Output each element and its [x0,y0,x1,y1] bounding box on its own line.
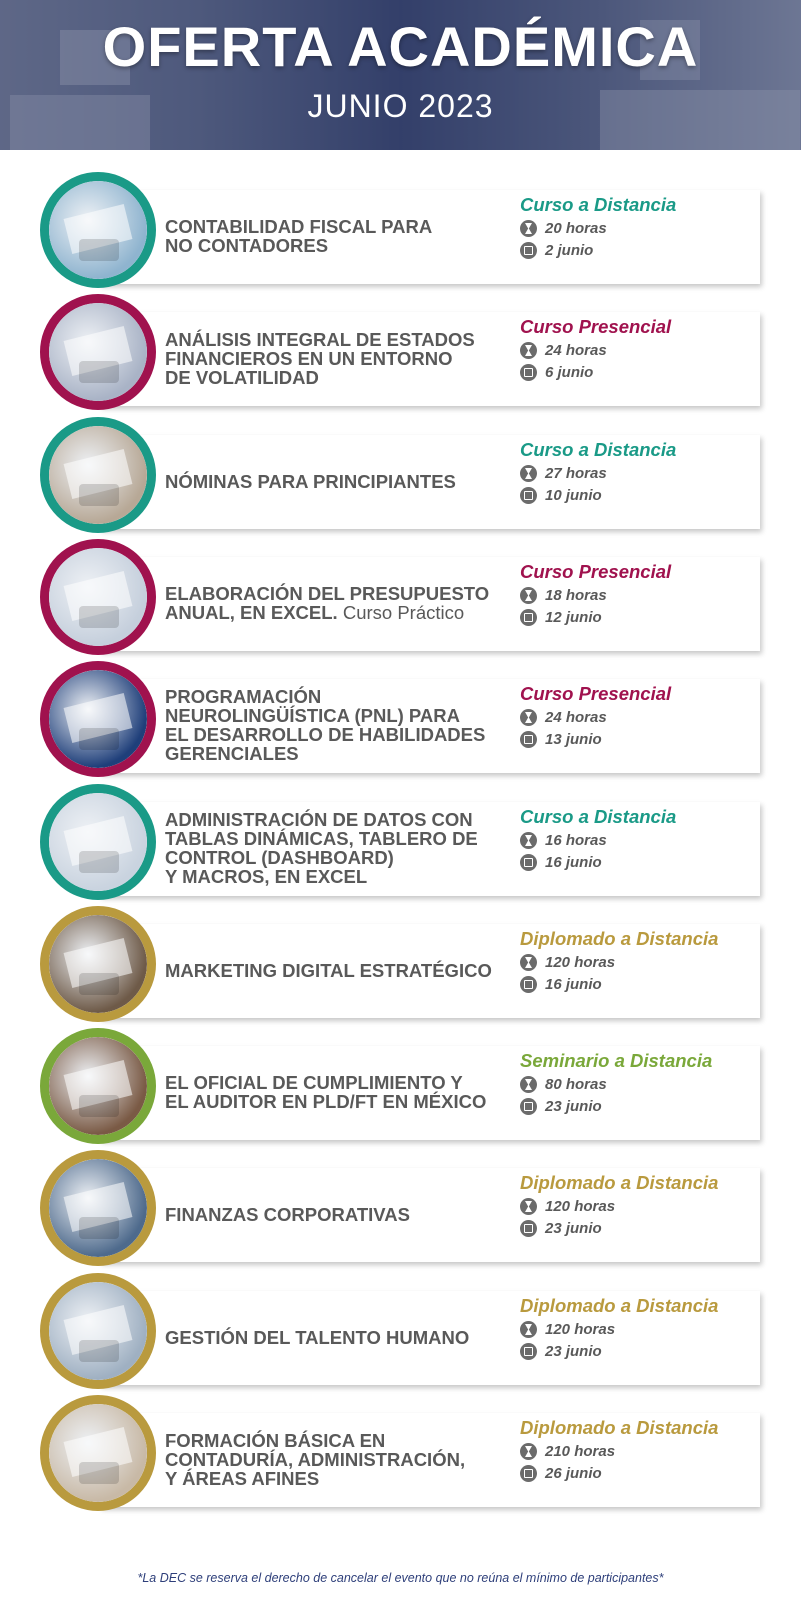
calendar-icon [520,1220,537,1237]
course-row[interactable] [40,1395,762,1511]
course-title [165,687,505,763]
course-hours [520,1076,760,1093]
course-date-text: 10 junio [545,487,602,504]
course-hours-text: 120 horas [545,954,616,971]
course-hours-text: 24 horas [545,342,607,359]
course-modality: Curso Presencial [520,683,672,704]
course-date [520,364,760,381]
course-modality: Diplomado a Distancia [520,928,719,949]
course-hours [520,465,760,482]
hourglass-icon [520,1443,537,1460]
marketing-image [49,915,147,1013]
course-image-frame [40,1028,156,1144]
course-title-text: ADMINISTRACIÓN DE DATOS CON TABLAS DINÁMICAS, TABLERO DE CONTROL (DASHBOARD) Y MACROS, EN EXCEL [165,809,478,887]
brain-hand-image [49,670,147,768]
course-image-frame [40,539,156,655]
course-date [520,854,760,871]
course-hours [520,954,760,971]
course-hours [520,832,760,849]
image-detail [79,851,119,873]
course-modality: Curso Presencial [520,561,672,582]
course-hours [520,220,760,237]
hourglass-icon [520,954,537,971]
page-title: OFERTA ACADÉMICA [102,15,699,78]
course-title-text: MARKETING DIGITAL ESTRATÉGICO [165,960,492,981]
image-detail [79,728,119,750]
financial-charts-image [49,303,147,401]
course-title [165,1431,505,1488]
course-hours-text: 24 horas [545,709,607,726]
course-title [165,810,505,886]
course-hours [520,1443,760,1460]
course-row[interactable] [40,294,762,410]
course-modality: Curso Presencial [520,316,672,337]
course-date [520,487,760,504]
image-detail [79,1462,119,1484]
calendar-icon [520,609,537,626]
hourglass-icon [520,587,537,604]
course-title-text: ANÁLISIS INTEGRAL DE ESTADOS FINANCIEROS EN UN ENTORNO DE VOLATILIDAD [165,329,475,388]
course-date [520,731,760,748]
image-detail [79,1217,119,1239]
course-modality: Seminario a Distancia [520,1050,713,1071]
course-date [520,1098,760,1115]
hourglass-icon [520,220,537,237]
course-hours [520,1321,760,1338]
course-date [520,609,760,626]
course-modality: Diplomado a Distancia [520,1417,719,1438]
course-row[interactable] [40,1150,762,1266]
course-image-frame [40,1273,156,1389]
course-date-text: 6 junio [545,364,594,381]
course-title-text: FINANZAS CORPORATIVAS [165,1204,410,1225]
calendar-icon [520,854,537,871]
course-row[interactable] [40,784,762,900]
calendar-icon [520,242,537,259]
course-image-frame [40,294,156,410]
course-row[interactable] [40,661,762,777]
course-row[interactable] [40,172,762,288]
course-row[interactable] [40,417,762,533]
course-image-frame [40,1395,156,1511]
hourglass-icon [520,342,537,359]
course-row[interactable] [40,539,762,655]
course-title-text: PROGRAMACIÓN NEUROLINGÜÍSTICA (PNL) PARA EL DESARROLLO DE HABILIDADES GERENCIALES [165,686,486,764]
course-title [165,330,505,387]
course-title-text: EL OFICIAL DE CUMPLIMIENTO Y EL AUDITOR EN PLD/FT EN MÉXICO [165,1072,487,1112]
course-hours [520,709,760,726]
dashboard-image [49,793,147,891]
image-detail [79,239,119,261]
calendar-icon [520,731,537,748]
course-title-text: NÓMINAS PARA PRINCIPIANTES [165,471,456,492]
course-title-text: CONTABILIDAD FISCAL PARA NO CONTADORES [165,216,433,256]
course-date-text: 16 junio [545,976,602,993]
course-image-frame [40,417,156,533]
magnifier-image [49,1037,147,1135]
page-subtitle: JUNIO 2023 [307,88,494,124]
course-date [520,1343,760,1360]
calendar-icon [520,1465,537,1482]
image-detail [79,361,119,383]
course-title-text: FORMACIÓN BÁSICA EN CONTADURÍA, ADMINISTRACIÓN, Y ÁREAS AFINES [165,1430,466,1489]
course-date-text: 23 junio [545,1343,602,1360]
image-detail [79,1340,119,1362]
course-hours [520,342,760,359]
course-date-text: 23 junio [545,1220,602,1237]
course-hours-text: 120 horas [545,1198,616,1215]
course-row[interactable] [40,906,762,1022]
course-title [165,1328,505,1347]
course-hours-text: 27 horas [545,465,607,482]
header-banner [0,0,801,150]
course-date [520,1220,760,1237]
calendar-icon [520,1343,537,1360]
course-date-text: 26 junio [545,1465,602,1482]
course-image-frame [40,906,156,1022]
course-modality: Diplomado a Distancia [520,1295,719,1316]
course-date-text: 12 junio [545,609,602,626]
course-hours-text: 20 horas [545,220,607,237]
hourglass-icon [520,1321,537,1338]
hourglass-icon [520,1198,537,1215]
payroll-image [49,426,147,524]
course-title [165,961,505,980]
course-title [165,1205,505,1224]
image-detail [79,484,119,506]
team-meeting-image [49,1282,147,1380]
course-title [165,217,505,255]
corporate-finance-image [49,1159,147,1257]
course-date [520,1465,760,1482]
course-hours-text: 210 horas [545,1443,616,1460]
calendar-icon [520,487,537,504]
course-image-frame [40,661,156,777]
course-modality: Curso a Distancia [520,806,677,827]
image-detail [79,1095,119,1117]
hourglass-icon [520,1076,537,1093]
course-hours-text: 18 horas [545,587,607,604]
course-hours [520,1198,760,1215]
course-title-text: ELABORACIÓN DEL PRESUPUESTO ANUAL, EN EXCEL. [165,583,490,623]
course-date-text: 13 junio [545,731,602,748]
calendar-icon [520,364,537,381]
course-image-frame [40,784,156,900]
accounting-image [49,181,147,279]
course-row[interactable] [40,1028,762,1144]
hourglass-icon [520,465,537,482]
image-detail [79,606,119,628]
course-date [520,242,760,259]
course-hours-text: 16 horas [545,832,607,849]
course-title-text: GESTIÓN DEL TALENTO HUMANO [165,1327,470,1348]
course-modality: Curso a Distancia [520,194,677,215]
hourglass-icon [520,832,537,849]
footer-disclaimer: *La DEC se reserva el derecho de cancelar el evento que no reúna el mínimo de participantes* [137,1571,664,1585]
course-hours-text: 120 horas [545,1321,616,1338]
course-modality: Diplomado a Distancia [520,1172,719,1193]
course-modality: Curso a Distancia [520,439,677,460]
calendar-icon [520,1098,537,1115]
hourglass-icon [520,709,537,726]
calculator-image [49,1404,147,1502]
course-title [165,1073,505,1111]
course-date [520,976,760,993]
course-image-frame [40,172,156,288]
course-row[interactable] [40,1273,762,1389]
course-date-text: 16 junio [545,854,602,871]
course-hours [520,587,760,604]
image-detail [79,973,119,995]
course-image-frame [40,1150,156,1266]
course-date-text: 23 junio [545,1098,602,1115]
course-title [165,584,505,622]
budget-image [49,548,147,646]
course-hours-text: 80 horas [545,1076,607,1093]
course-date-text: 2 junio [545,242,594,259]
course-title-note: Curso Práctico [337,602,465,623]
calendar-icon [520,976,537,993]
course-title [165,472,505,491]
